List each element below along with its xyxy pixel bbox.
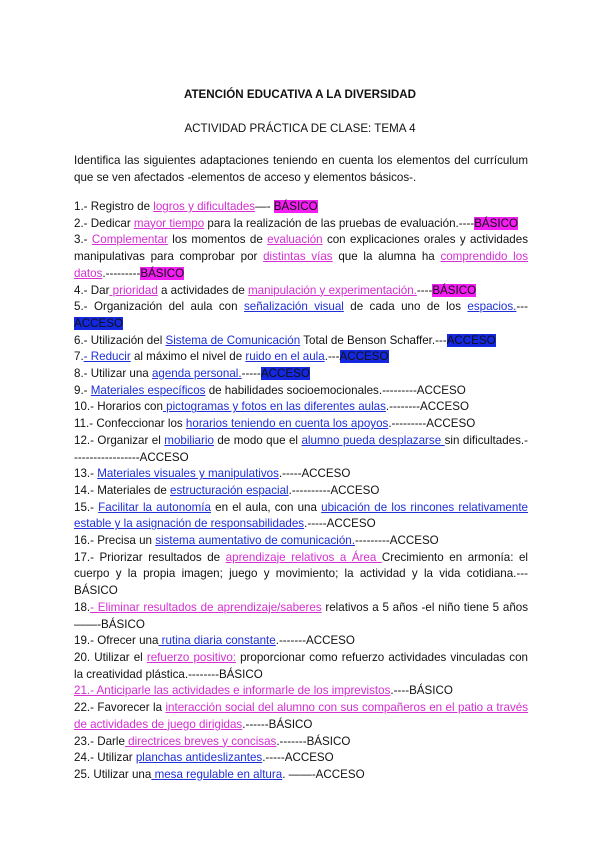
adaptation-item: [74, 199, 528, 216]
item-text: .----------ACCESO: [288, 483, 380, 497]
item-text: 4.- Dar: [74, 283, 110, 297]
category-highlight: ACCESO: [74, 316, 123, 330]
adaptation-item: [74, 683, 528, 700]
item-text: para la realización de las pruebas de evaluación.----: [204, 216, 475, 230]
adaptation-item: [74, 466, 528, 483]
adaptation-item: [74, 550, 528, 600]
item-text: relativos a 5 años -el niño tiene 5 años——-BÁSICO: [74, 600, 529, 631]
document-title: ATENCIÓN EDUCATIVA A LA DIVERSIDAD: [183, 88, 417, 101]
adaptation-item: [74, 433, 528, 466]
item-text: —-: [255, 200, 274, 213]
item-text: 7.: [74, 350, 84, 364]
adaptation-item: [74, 750, 528, 767]
item-text: 23.- Darle: [74, 734, 125, 748]
item-link[interactable]: Complementar: [91, 233, 168, 247]
item-link[interactable]: ruido en el aula: [245, 350, 325, 364]
item-text: .------BÁSICO: [242, 717, 313, 731]
item-text: 17.- Priorizar resultados de: [74, 550, 226, 564]
item-text: 13.-: [74, 467, 98, 481]
item-text: . ——-ACCESO: [282, 767, 365, 781]
item-text: 18.: [74, 600, 91, 614]
item-text: ---------ACCESO: [354, 534, 439, 548]
adaptation-item: [74, 299, 528, 332]
adaptation-item: [74, 366, 528, 383]
item-text: 25. Utilizar una: [74, 767, 152, 781]
item-link[interactable]: espacios.: [467, 300, 517, 314]
item-text: .----BÁSICO: [390, 684, 453, 698]
item-link[interactable]: agenda personal.: [151, 367, 242, 381]
item-link[interactable]: refuerzo positivo:: [146, 650, 236, 664]
item-link[interactable]: 21.- Anticiparle las actividades e informarle de los imprevistos: [74, 684, 391, 698]
item-text: .---------: [102, 266, 141, 280]
item-text: .---: [324, 350, 340, 364]
item-link[interactable]: evaluación: [267, 233, 323, 247]
item-link[interactable]: manipulación y experimentación.: [248, 283, 417, 297]
item-link[interactable]: Materiales específicos: [90, 383, 206, 397]
item-link[interactable]: - Eliminar resultados de aprendizaje/saberes: [90, 600, 322, 614]
item-link[interactable]: Materiales visuales y manipulativos: [97, 467, 279, 481]
item-text: 24.- Utilizar: [74, 751, 136, 765]
item-link[interactable]: planchas antideslizantes: [135, 751, 263, 765]
item-text: .-----ACCESO: [262, 751, 334, 765]
item-link[interactable]: mayor tiempo: [133, 216, 205, 230]
item-text: de modo que el: [213, 433, 302, 447]
item-text: 20. Utilizar el: [74, 650, 147, 664]
item-text: .-------ACCESO: [275, 634, 355, 648]
item-text: .-----ACCESO: [304, 517, 376, 531]
adaptation-item: [74, 600, 528, 633]
item-text: 19.- Ofrecer una: [74, 634, 159, 648]
adaptation-item: [74, 500, 528, 533]
adaptation-item: [74, 399, 528, 416]
item-link[interactable]: mobiliario: [164, 433, 214, 447]
item-text: sin dificultades.------------------ACCESO: [74, 433, 528, 464]
item-text: 6.- Utilización del: [74, 333, 166, 347]
adaptation-item: [74, 483, 528, 500]
item-text: Crecimiento en armonía: el cuerpo y la propia imagen; juego y movimiento; la actividad y la vida cotidiana.---BÁSICO: [74, 550, 529, 598]
item-text: 1.- Registro de: [74, 200, 154, 213]
document-subtitle: ACTIVIDAD PRÁCTICA DE CLASE: TEMA 4: [184, 122, 416, 135]
item-text: de habilidades socioemocionales.---------ACCESO: [205, 383, 466, 397]
item-text: 22.- Favorecer la: [74, 701, 166, 715]
item-text: los momentos de: [167, 233, 268, 247]
item-link[interactable]: Facilitar la autonomía: [98, 500, 211, 514]
item-text: -----: [241, 367, 261, 381]
item-text: 15.-: [74, 500, 99, 514]
item-link[interactable]: ubicación de los rincones relativamente estable y la asignación de responsabilidades: [74, 500, 528, 531]
category-highlight: BÁSICO: [432, 283, 477, 297]
item-text: 11.- Confeccionar los: [74, 417, 186, 431]
item-text: a actividades de: [157, 283, 249, 297]
item-text: .---------ACCESO: [388, 417, 476, 431]
adaptation-item: [74, 633, 528, 650]
item-text: que la alumna ha: [332, 250, 441, 264]
adaptations-list: [74, 199, 528, 784]
adaptation-item: [74, 283, 528, 300]
item-text: 8.- Utilizar una: [74, 367, 152, 381]
adaptation-item: [74, 700, 528, 733]
item-text: 9.-: [74, 383, 91, 397]
item-text: ---: [516, 300, 528, 314]
item-text: .--------ACCESO: [385, 400, 469, 414]
item-link[interactable]: sistema aumentativo de comunicación.: [155, 534, 355, 548]
item-link[interactable]: directrices breves y concisas: [124, 734, 277, 748]
item-link[interactable]: horarios teniendo en cuenta los apoyos: [185, 417, 389, 431]
item-text: proporcionar como refuerzo actividades vinculadas con la creatividad plástica.--------BÁSICO: [74, 650, 528, 681]
item-text: con explicaciones orales y actividades manipulativas para comprobar por: [74, 233, 528, 264]
item-text: 3.-: [74, 233, 92, 247]
item-link[interactable]: mesa regulable en altura: [151, 767, 283, 781]
item-text: de cada uno de los: [343, 300, 468, 314]
item-text: 5.- Organización del aula con: [74, 300, 244, 314]
item-text: 12.- Organizar el: [74, 433, 165, 447]
item-link[interactable]: alumno pueda desplazarse: [301, 433, 445, 447]
adaptation-item: [74, 333, 528, 350]
item-text: .-------BÁSICO: [276, 734, 351, 748]
item-link[interactable]: aprendizaje relativos a Área: [225, 550, 382, 564]
adaptation-item: [74, 734, 528, 751]
adaptation-item: [74, 533, 528, 550]
adaptation-item: [74, 349, 528, 366]
adaptation-item: [74, 232, 528, 282]
adaptation-item: [74, 650, 528, 683]
item-link[interactable]: rutina diaria constante: [158, 634, 276, 648]
instructions-paragraph: Identifica las siguientes adaptaciones teniendo en cuenta los elementos del currículum que se ven afectados -elementos de acceso y elementos básicos-.: [74, 154, 528, 184]
item-link[interactable]: logros y dificultades: [153, 200, 256, 213]
item-text: en el aula, con una: [210, 500, 322, 514]
category-highlight: ACCESO: [260, 367, 310, 381]
item-text: 16.- Precisa un: [74, 534, 156, 548]
item-text: al máximo el nivel de: [130, 350, 246, 364]
adaptation-item: [74, 216, 528, 233]
item-text: Total de Benson Schaffer.---: [300, 333, 447, 347]
item-link[interactable]: estructuración espacial: [170, 483, 289, 497]
item-text: 14.- Materiales de: [74, 483, 171, 497]
item-link[interactable]: interacción social del alumno con sus compañeros en el patio a través de actividades de juego dirigidas: [74, 701, 529, 731]
category-highlight: ACCESO: [339, 350, 389, 364]
adaptation-item: [74, 416, 528, 433]
item-link[interactable]: pictogramas y fotos en las diferentes aulas: [162, 400, 386, 414]
item-text: 10.- Horarios con: [74, 400, 163, 414]
adaptation-item: [74, 383, 528, 400]
item-link[interactable]: prioridad: [109, 283, 158, 297]
category-highlight: BÁSICO: [474, 216, 518, 230]
category-highlight: BÁSICO: [273, 200, 318, 213]
item-link[interactable]: señalización visual: [243, 300, 344, 314]
item-link[interactable]: comprendido los datos: [74, 250, 528, 280]
item-text: 2.- Dedicar: [74, 216, 134, 230]
category-highlight: ACCESO: [446, 333, 496, 347]
item-text: ----: [416, 283, 433, 297]
adaptation-item: [74, 767, 528, 784]
category-highlight: BÁSICO: [140, 266, 185, 280]
item-text: .-----ACCESO: [278, 467, 351, 481]
item-link[interactable]: - Reducir: [83, 350, 131, 364]
item-link[interactable]: distintas vías: [263, 250, 333, 264]
item-link[interactable]: Sistema de Comunicación: [165, 333, 301, 347]
